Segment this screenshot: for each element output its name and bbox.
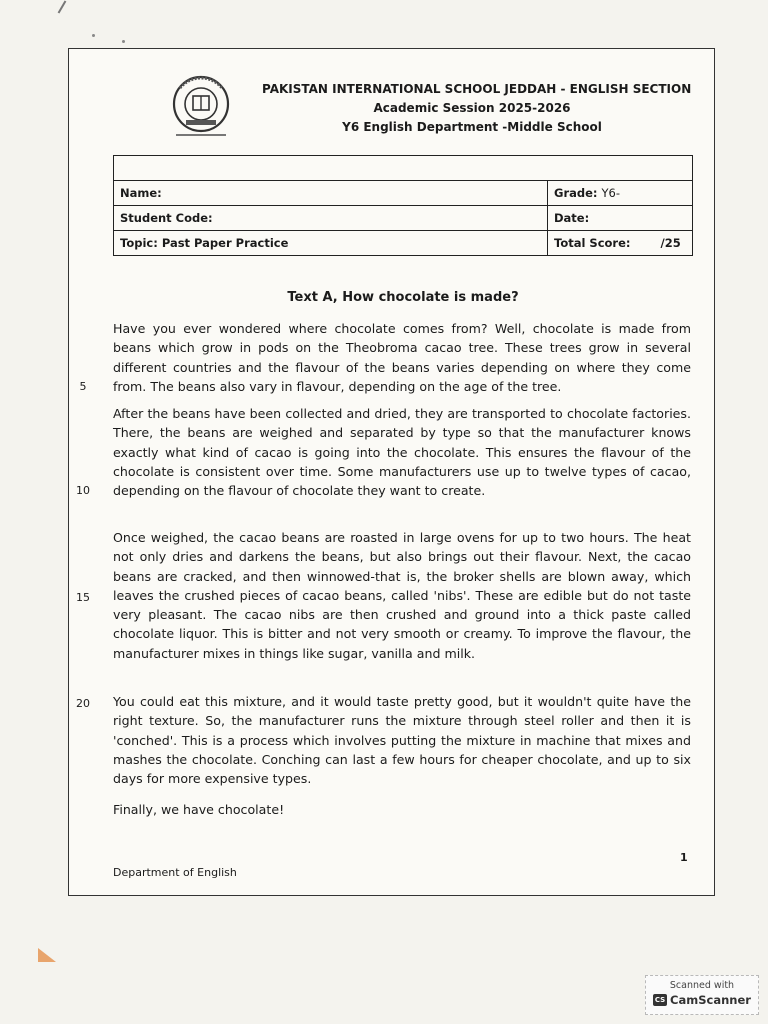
school-logo-icon (158, 72, 244, 142)
paragraph-3: Once weighed, the cacao beans are roasted in large ovens for up to two hours. The heat not only dries and darkens the beans, but also brings out their flavour. Next, the cacao beans are cracked, and then winnowed-that is, the broker shells are blown away, which leaves the crushed pieces of cacao beans, called 'nibs'. These are edible but do not taste very pleasant. The cacao nibs are then crushed and ground into a thick paste called chocolate liquor. This is bitter and not very smooth or creamy. To improve the flavour, the manufacturer mixes in things like sugar, vanilla and milk. (113, 530, 691, 661)
name-cell[interactable] (114, 181, 548, 206)
student-code-cell[interactable] (114, 206, 548, 231)
student-info-table (113, 155, 693, 256)
camscanner-name: CamScanner (670, 993, 751, 1007)
name-label: Name: (120, 186, 162, 200)
page-number: 1 (680, 851, 688, 864)
scan-artifact (38, 948, 56, 962)
department-line: Y6 English Department -Middle School (342, 120, 602, 134)
topic-value: Past Paper Practice (161, 236, 289, 250)
school-name: PAKISTAN INTERNATIONAL SCHOOL JEDDAH - ENGLISH SECTION (262, 82, 692, 96)
paragraph-4: You could eat this mixture, and it would taste pretty good, but it wouldn't quite have the right texture. So, the manufacturer runs the mixture through steel roller and then it is 'conched'. This is a process which involves putting the mixture in machine that mixes and mashes the chocolate. Conching can last a few hours for cheaper chocolate, and up to six days for more expensive types. (113, 694, 691, 787)
speck (92, 34, 95, 37)
pen-mark (58, 0, 67, 13)
total-score-value: /25 (660, 236, 681, 250)
paragraph-2: After the beans have been collected and dried, they are transported to chocolate factories. There, the beans are weighed and separated by type so that the manufacturer knows exactly what kind of cacao is going into the chocolate. This ensures the flavour of the chocolate is consistent over time. Some manufacturers use up to twelve types of cacao, depending on the flavour of chocolate they want to create. (113, 406, 691, 499)
academic-session: Academic Session 2025-2026 (373, 101, 571, 115)
total-score-cell[interactable] (548, 231, 693, 256)
speck (122, 40, 125, 43)
camscanner-icon: CS (654, 996, 666, 1004)
scanned-with-text: Scanned with (669, 980, 735, 991)
table-row (114, 231, 693, 256)
date-cell[interactable] (548, 206, 693, 231)
school-header (262, 80, 692, 137)
table-row (114, 206, 693, 231)
table-row (114, 156, 693, 181)
line-number: 15 (76, 591, 90, 604)
blank-cell (114, 156, 693, 181)
line-number: 10 (76, 484, 90, 497)
topic-cell (114, 231, 548, 256)
grade-cell[interactable] (548, 181, 693, 206)
camscanner-brand (646, 993, 758, 1007)
student-code-label: Student Code: (120, 211, 213, 225)
date-label: Date: (554, 211, 590, 225)
paragraph-1: Have you ever wondered where chocolate comes from? Well, chocolate is made from beans which grow in pods on the Theobroma cacao tree. These trees grow in several different countries and the flavour of the beans varies depending on where they come from. The beans also vary in flavour, depending on the age of the tree. (113, 321, 691, 394)
line-number: 20 (76, 697, 90, 710)
camscanner-watermark (645, 975, 759, 1015)
line-number: 5 (79, 380, 87, 393)
grade-value: Y6- (601, 186, 621, 200)
topic-label: Topic: (120, 236, 158, 250)
table-row (114, 181, 693, 206)
grade-label: Grade: (554, 186, 598, 200)
total-score-label: Total Score: (554, 236, 631, 250)
text-title: Text A, How chocolate is made? (287, 290, 519, 305)
paragraph-5: Finally, we have chocolate! (113, 802, 285, 817)
footer-department: Department of English (113, 866, 237, 879)
